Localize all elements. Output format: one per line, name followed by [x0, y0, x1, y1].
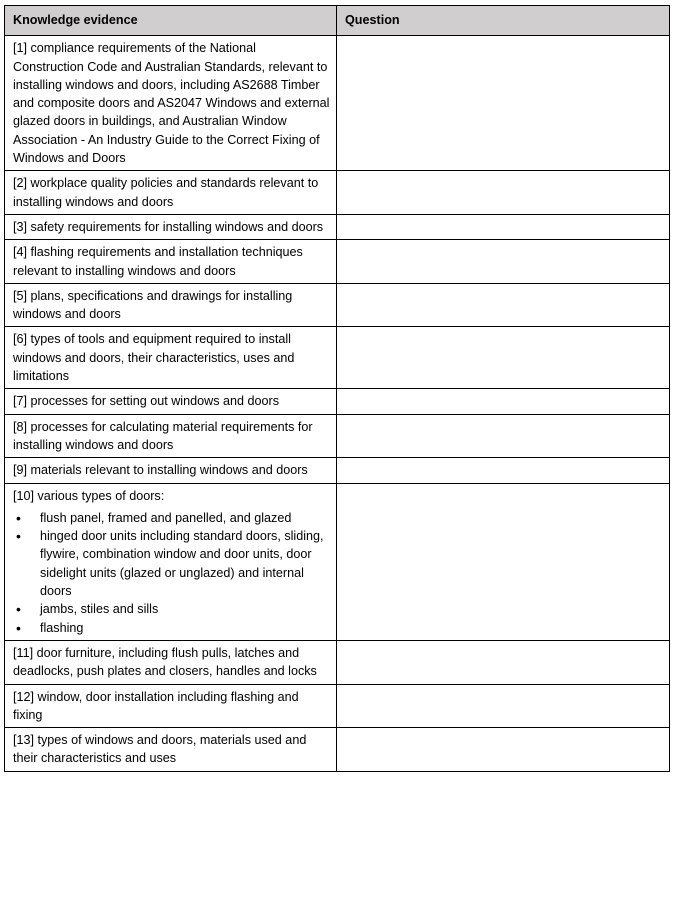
table-row: [5, 171, 670, 215]
table-row: [5, 389, 670, 414]
knowledge-cell: [13] types of windows and doors, materials used and their characteristics and uses: [5, 728, 337, 772]
table-row: [5, 728, 670, 772]
knowledge-cell: [9] materials relevant to installing windows and doors: [5, 458, 337, 483]
question-answer-cell[interactable]: [337, 389, 670, 414]
table-row: [5, 458, 670, 483]
question-answer-cell[interactable]: [337, 36, 670, 171]
knowledge-cell: [7] processes for setting out windows and doors: [5, 389, 337, 414]
table-row: [5, 684, 670, 728]
question-answer-cell[interactable]: [337, 327, 670, 389]
question-answer-cell[interactable]: [337, 283, 670, 327]
list-item: • jambs, stiles and sills: [40, 600, 330, 618]
table-header-row: [5, 6, 670, 36]
question-answer-cell[interactable]: [337, 728, 670, 772]
knowledge-cell: [12] window, door installation including flashing and fixing: [5, 684, 337, 728]
knowledge-cell: [6] types of tools and equipment required to install windows and doors, their characteristics, uses and limitations: [5, 327, 337, 389]
knowledge-cell: [3] safety requirements for installing windows and doors: [5, 214, 337, 239]
table-row: [5, 214, 670, 239]
list-item: • flush panel, framed and panelled, and glazed: [40, 509, 330, 527]
table-row: [5, 483, 670, 640]
knowledge-cell: [2] workplace quality policies and standards relevant to installing windows and doors: [5, 171, 337, 215]
question-answer-cell[interactable]: [337, 171, 670, 215]
question-answer-cell[interactable]: [337, 684, 670, 728]
knowledge-text: [10] various types of doors:: [13, 488, 165, 503]
knowledge-cell: [8] processes for calculating material requirements for installing windows and doors: [5, 414, 337, 458]
header-knowledge-evidence: Knowledge evidence: [5, 6, 337, 36]
knowledge-cell: [4] flashing requirements and installation techniques relevant to installing windows and doors: [5, 240, 337, 284]
question-answer-cell[interactable]: [337, 414, 670, 458]
knowledge-cell: [5] plans, specifications and drawings for installing windows and doors: [5, 283, 337, 327]
knowledge-evidence-table: [4, 5, 670, 772]
table-row: [5, 283, 670, 327]
header-question: Question: [337, 6, 670, 36]
question-answer-cell[interactable]: [337, 458, 670, 483]
list-item: • flashing: [40, 619, 330, 637]
question-answer-cell[interactable]: [337, 640, 670, 684]
table-row: [5, 640, 670, 684]
table-row: [5, 414, 670, 458]
question-answer-cell[interactable]: [337, 240, 670, 284]
table-row: [5, 327, 670, 389]
table-row: [5, 36, 670, 171]
question-answer-cell[interactable]: [337, 214, 670, 239]
knowledge-cell: [11] door furniture, including flush pulls, latches and deadlocks, push plates and closers, handles and locks: [5, 640, 337, 684]
table-row: [5, 240, 670, 284]
door-types-list: [13, 509, 330, 637]
question-answer-cell[interactable]: [337, 483, 670, 640]
list-item: • hinged door units including standard doors, sliding, flywire, combination window and door units, door sidelight units (glazed or unglazed) and internal doors: [40, 527, 330, 600]
knowledge-cell-doors: [5, 483, 337, 640]
knowledge-cell: [1] compliance requirements of the National Construction Code and Australian Standards, relevant to installing windows and doors, including AS2688 Timber and composite doors and AS2047 Windows and external glazed doors in buildings, and Australian Window Association - An Industry Guide to the Correct Fixing of Windows and Doors: [5, 36, 337, 171]
